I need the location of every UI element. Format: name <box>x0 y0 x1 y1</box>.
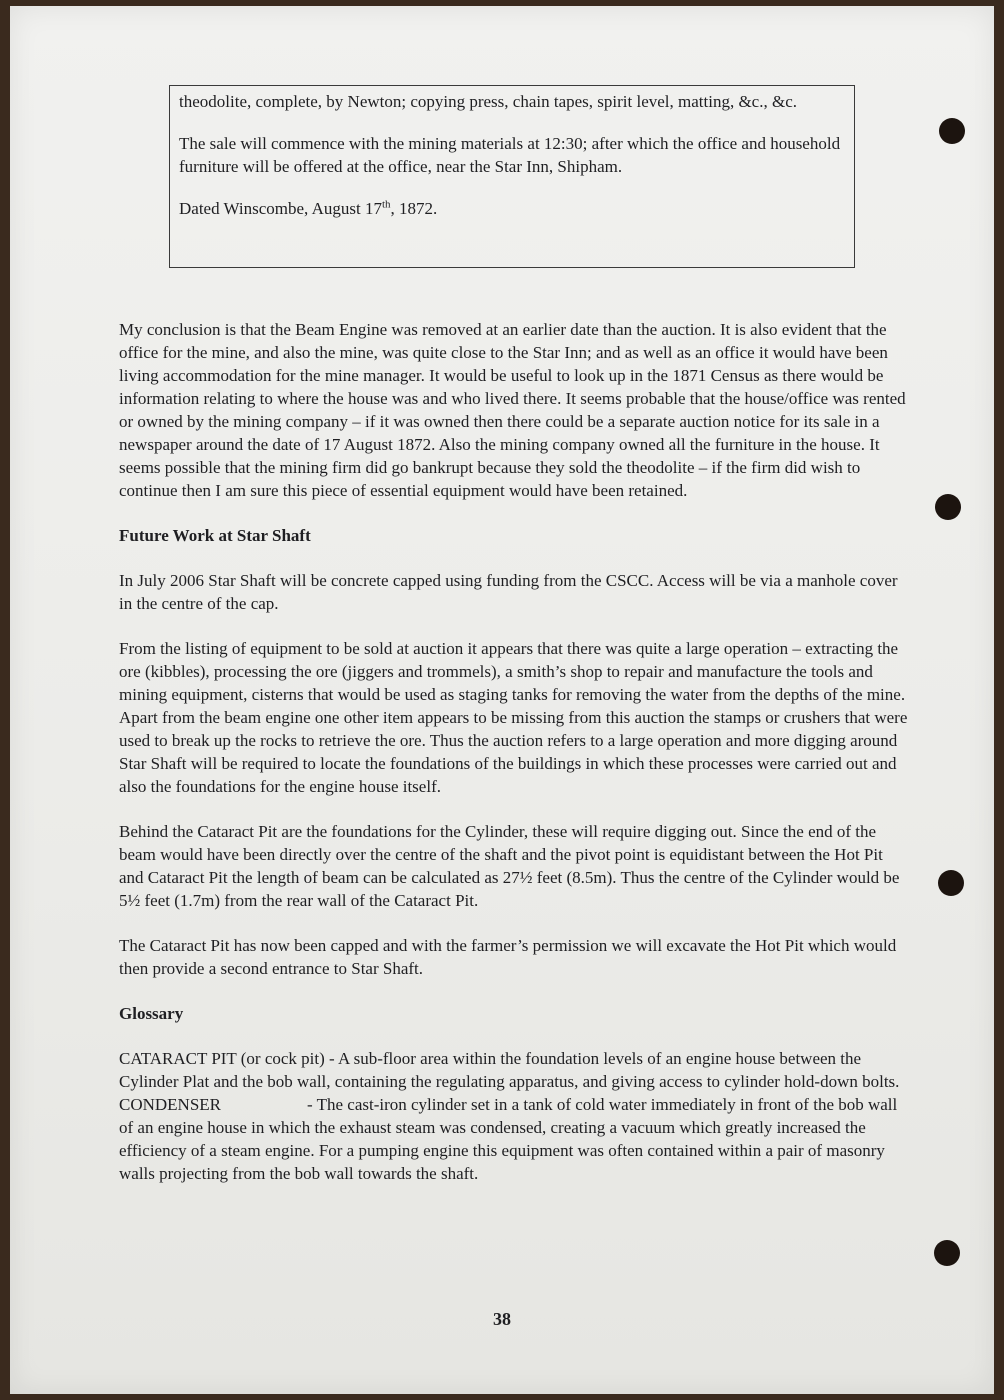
glossary-list <box>119 1047 909 1185</box>
page-number: 38 <box>493 1309 511 1329</box>
auction-notice-box <box>169 85 855 268</box>
punch-hole <box>935 494 961 520</box>
punch-hole <box>934 1240 960 1266</box>
glossary-entry <box>119 1093 909 1185</box>
paragraph: From the listing of equipment to be sold at auction it appears that there was quite a large operation – extracting the ore (kibbles), processing the ore (jiggers and trommels), a smith’s shop to repair and manufacture the tools and mining equipment, cisterns that would be used as staging tanks for removing the water from the depths of the mine. Apart from the beam engine one other item appears to be missing from this auction the stamps or crushers that were used to break up the rocks to retrieve the ore. Thus the auction refers to a large operation and more digging around Star Shaft will be required to locate the foundations of the buildings in which these processes were carried out and also the foundations for the engine house itself. <box>119 639 908 796</box>
notice-text: The sale will commence with the mining materials at 12:30; after which the office and household furniture will be offered at the office, near the Star Inn, Shipham. <box>179 134 841 176</box>
punch-hole <box>939 118 965 144</box>
paragraph: In July 2006 Star Shaft will be concrete capped using funding from the CSCC. Access will be via a manhole cover in the centre of the cap. <box>119 571 898 613</box>
punch-hole <box>938 870 964 896</box>
glossary-entry: CATARACT PIT (or cock pit) - A sub-floor area within the foundation levels of an engine house between the Cylinder Plat and the bob wall, containing the regulating apparatus, and giving access to cylinder hold-down bolts. <box>119 1049 900 1091</box>
paragraph: Behind the Cataract Pit are the foundations for the Cylinder, these will require digging out. Since the end of the beam would have been directly over the centre of the shaft and the pivot point is equidistant between the Hot Pit and Cataract Pit the length of beam can be calculated as 27½ feet (8.5m). Thus the centre of the Cylinder would be 5½ feet (1.7m) from the rear wall of the Cataract Pit. <box>119 822 900 910</box>
notice-date: Dated Winscombe, August 17th, 1872. <box>179 198 438 218</box>
glossary-definition: - The cast-iron cylinder set in a tank of cold water immediately in front of the bob wall of an engine house in which the exhaust steam was condensed, creating a vacuum which greatly increased the efficiency of a steam engine. For a pumping engine this equipment was often contained within a pair of masonry walls projecting from the bob wall towards the shaft. <box>119 1095 898 1183</box>
document-body <box>119 318 909 1185</box>
paragraph: My conclusion is that the Beam Engine was removed at an earlier date than the auction. It is also evident that the office for the mine, and also the mine, was quite close to the Star Inn; and as well as an office it would have been living accommodation for the mine manager. It would be useful to look up in the 1871 Census as there would be information relating to where the house was and who lived there. It seems probable that the house/office was rented or owned by the mining company – if it was owned then there could be a separate auction notice for its sale in a newspaper around the date of 17 August 1872. Also the mining company owned all the furniture in the house. It seems possible that the mining firm did go bankrupt because they sold the theodolite – if the firm did wish to continue then I am sure this piece of essential equipment would have been retained. <box>119 320 906 500</box>
section-heading: Glossary <box>119 1004 184 1023</box>
section-heading: Future Work at Star Shaft <box>119 526 311 545</box>
notice-text: theodolite, complete, by Newton; copying press, chain tapes, spirit level, matting, &c., &c. <box>179 92 797 111</box>
paragraph: The Cataract Pit has now been capped and with the farmer’s permission we will excavate the Hot Pit which would then provide a second entrance to Star Shaft. <box>119 936 897 978</box>
glossary-term: CONDENSER <box>119 1095 222 1114</box>
